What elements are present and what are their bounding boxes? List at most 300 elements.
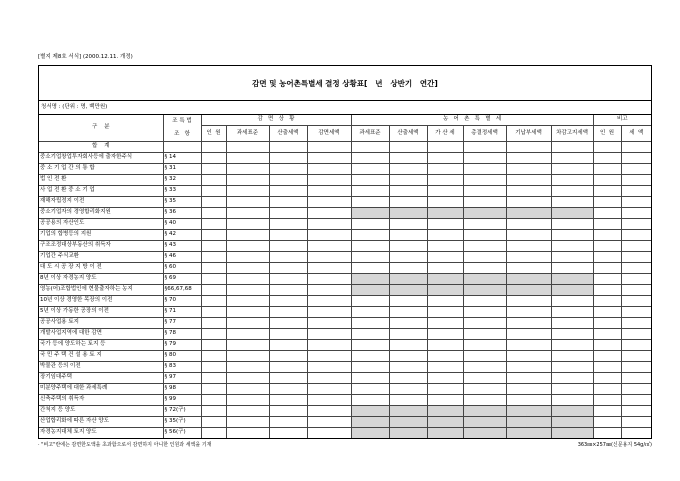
- cell-special-total-tax: [463, 207, 506, 218]
- cell-special-net-tax: [551, 262, 593, 273]
- cell-remarks-headcount: [593, 273, 621, 284]
- cell-special-total-tax: [463, 152, 506, 163]
- cell-special-net-tax: [551, 405, 593, 416]
- cell-special-penalty-tax: [427, 218, 463, 229]
- cell-special-tax-base: [351, 141, 389, 152]
- cell-remarks-tax: [621, 427, 651, 438]
- cell-special-prepaid-tax: [506, 405, 551, 416]
- cell-reduction-computed-tax: [269, 306, 307, 317]
- header-article-line1: 조 특 법: [172, 118, 192, 124]
- cell-reduction-tax-base: [226, 174, 269, 185]
- row-label: 영농(어)조합법인에 현물출자하는 농지: [39, 284, 163, 295]
- cell-special-prepaid-tax: [506, 196, 551, 207]
- cell-special-penalty-tax: [427, 416, 463, 427]
- row-article: § 97: [163, 372, 201, 383]
- cell-reduction-headcount: [201, 262, 226, 273]
- cell-special-tax-base: [351, 306, 389, 317]
- cell-reduction-amount: [307, 405, 351, 416]
- cell-special-prepaid-tax: [506, 218, 551, 229]
- cell-special-tax-base: [351, 416, 389, 427]
- cell-reduction-amount: [307, 361, 351, 372]
- cell-special-penalty-tax: [427, 383, 463, 394]
- row-label: 자경농지대체 토지 양도: [39, 427, 163, 438]
- cell-special-computed-tax: [389, 416, 427, 427]
- cell-special-penalty-tax: [427, 196, 463, 207]
- row-label: 중소기업자의 경영합리화지원: [39, 207, 163, 218]
- cell-remarks-headcount: [593, 284, 621, 295]
- row-article: § 79: [163, 339, 201, 350]
- cell-special-penalty-tax: [427, 394, 463, 405]
- cell-remarks-headcount: [593, 383, 621, 394]
- cell-special-tax-base: [351, 372, 389, 383]
- cell-special-total-tax: [463, 284, 506, 295]
- header-special-computed-tax: 산출세액: [389, 125, 427, 141]
- row-label: 10년 이상 경영한 목장의 이전: [39, 295, 163, 306]
- cell-reduction-tax-base: [226, 383, 269, 394]
- cell-special-computed-tax: [389, 240, 427, 251]
- cell-reduction-headcount: [201, 207, 226, 218]
- header-category: 구 분: [39, 115, 163, 141]
- cell-special-total-tax: [463, 218, 506, 229]
- cell-special-total-tax: [463, 273, 506, 284]
- table-row: [39, 273, 651, 284]
- cell-special-prepaid-tax: [506, 328, 551, 339]
- cell-remarks-tax: [621, 306, 651, 317]
- cell-remarks-headcount: [593, 141, 621, 152]
- cell-special-total-tax: [463, 185, 506, 196]
- cell-remarks-headcount: [593, 427, 621, 438]
- cell-special-penalty-tax: [427, 405, 463, 416]
- cell-special-prepaid-tax: [506, 427, 551, 438]
- cell-special-prepaid-tax: [506, 174, 551, 185]
- row-article: § 35(구): [163, 416, 201, 427]
- cell-special-penalty-tax: [427, 317, 463, 328]
- header-reduction-tax-base: 과세표준: [226, 125, 269, 141]
- cell-special-total-tax: [463, 295, 506, 306]
- row-article: § 60: [163, 262, 201, 273]
- row-article: § 70: [163, 295, 201, 306]
- table-row: [39, 372, 651, 383]
- cell-special-computed-tax: [389, 361, 427, 372]
- cell-special-computed-tax: [389, 273, 427, 284]
- cell-remarks-headcount: [593, 163, 621, 174]
- cell-special-tax-base: [351, 152, 389, 163]
- cell-special-prepaid-tax: [506, 394, 551, 405]
- cell-remarks-tax: [621, 152, 651, 163]
- cell-special-net-tax: [551, 229, 593, 240]
- cell-special-computed-tax: [389, 152, 427, 163]
- table-row: [39, 251, 651, 262]
- cell-special-computed-tax: [389, 317, 427, 328]
- cell-special-total-tax: [463, 372, 506, 383]
- row-label: 간척지 등 양도: [39, 405, 163, 416]
- cell-reduction-amount: [307, 141, 351, 152]
- cell-special-total-tax: [463, 405, 506, 416]
- cell-special-total-tax: [463, 383, 506, 394]
- cell-special-tax-base: [351, 185, 389, 196]
- cell-special-tax-base: [351, 163, 389, 174]
- cell-reduction-headcount: [201, 339, 226, 350]
- cell-reduction-amount: [307, 218, 351, 229]
- cell-reduction-tax-base: [226, 317, 269, 328]
- table-row: [39, 152, 651, 163]
- cell-remarks-tax: [621, 207, 651, 218]
- cell-special-net-tax: [551, 196, 593, 207]
- cell-special-penalty-tax: [427, 361, 463, 372]
- cell-remarks-headcount: [593, 372, 621, 383]
- row-article: § 56(구): [163, 427, 201, 438]
- cell-special-penalty-tax: [427, 152, 463, 163]
- cell-special-tax-base: [351, 218, 389, 229]
- cell-reduction-tax-base: [226, 218, 269, 229]
- table-row: [39, 163, 651, 174]
- row-label: 국 민 주 택 건 설 용 토 지: [39, 350, 163, 361]
- cell-special-prepaid-tax: [506, 372, 551, 383]
- cell-reduction-headcount: [201, 361, 226, 372]
- cell-special-prepaid-tax: [506, 251, 551, 262]
- cell-special-prepaid-tax: [506, 383, 551, 394]
- cell-reduction-headcount: [201, 251, 226, 262]
- cell-special-computed-tax: [389, 174, 427, 185]
- row-article: § 69: [163, 273, 201, 284]
- cell-reduction-headcount: [201, 163, 226, 174]
- cell-special-penalty-tax: [427, 163, 463, 174]
- header-special-tax-base: 과세표준: [351, 125, 389, 141]
- form-number: [별지 제8호 서식] (2000.12.11. 개정): [38, 54, 133, 60]
- total-row: [39, 141, 651, 152]
- cell-reduction-amount: [307, 339, 351, 350]
- cell-special-computed-tax: [389, 229, 427, 240]
- cell-special-prepaid-tax: [506, 240, 551, 251]
- row-label: 국가 등에 양도하는 토지 등: [39, 339, 163, 350]
- row-article: § 78: [163, 328, 201, 339]
- cell-special-computed-tax: [389, 372, 427, 383]
- header-special-total-tax: 총결정세액: [463, 125, 506, 141]
- cell-special-computed-tax: [389, 141, 427, 152]
- cell-reduction-computed-tax: [269, 185, 307, 196]
- cell-reduction-amount: [307, 383, 351, 394]
- cell-remarks-headcount: [593, 174, 621, 185]
- table-row: [39, 196, 651, 207]
- cell-special-net-tax: [551, 284, 593, 295]
- header-reduction-group: 감 면 상 황: [201, 115, 351, 125]
- cell-special-total-tax: [463, 262, 506, 273]
- cell-remarks-headcount: [593, 339, 621, 350]
- cell-special-computed-tax: [389, 251, 427, 262]
- cell-special-penalty-tax: [427, 251, 463, 262]
- table-row: [39, 427, 651, 438]
- cell-reduction-tax-base: [226, 394, 269, 405]
- cell-reduction-amount: [307, 394, 351, 405]
- cell-reduction-amount: [307, 306, 351, 317]
- row-label: 8년 이상 자경농지 양도: [39, 273, 163, 284]
- cell-reduction-tax-base: [226, 372, 269, 383]
- cell-remarks-headcount: [593, 185, 621, 196]
- cell-special-total-tax: [463, 416, 506, 427]
- header-remarks-headcount: 인 원: [593, 125, 621, 141]
- cell-special-computed-tax: [389, 405, 427, 416]
- cell-reduction-amount: [307, 328, 351, 339]
- cell-special-tax-base: [351, 240, 389, 251]
- cell-reduction-computed-tax: [269, 207, 307, 218]
- cell-reduction-tax-base: [226, 196, 269, 207]
- cell-special-prepaid-tax: [506, 284, 551, 295]
- cell-special-tax-base: [351, 328, 389, 339]
- table-row: [39, 174, 651, 185]
- cell-special-tax-base: [351, 405, 389, 416]
- cell-remarks-headcount: [593, 152, 621, 163]
- cell-remarks-tax: [621, 328, 651, 339]
- row-article: § 72(구): [163, 405, 201, 416]
- table-row: [39, 295, 651, 306]
- cell-reduction-amount: [307, 262, 351, 273]
- cell-remarks-headcount: [593, 196, 621, 207]
- cell-remarks-headcount: [593, 361, 621, 372]
- cell-special-penalty-tax: [427, 339, 463, 350]
- cell-remarks-headcount: [593, 262, 621, 273]
- cell-special-prepaid-tax: [506, 350, 551, 361]
- cell-special-penalty-tax: [427, 295, 463, 306]
- cell-reduction-tax-base: [226, 328, 269, 339]
- cell-reduction-amount: [307, 295, 351, 306]
- table-row: [39, 383, 651, 394]
- cell-reduction-headcount: [201, 196, 226, 207]
- cell-reduction-headcount: [201, 405, 226, 416]
- cell-special-computed-tax: [389, 163, 427, 174]
- cell-reduction-amount: [307, 350, 351, 361]
- cell-special-net-tax: [551, 163, 593, 174]
- row-article: §66,67,68: [163, 284, 201, 295]
- cell-reduction-tax-base: [226, 306, 269, 317]
- cell-reduction-computed-tax: [269, 416, 307, 427]
- cell-reduction-headcount: [201, 416, 226, 427]
- cell-special-total-tax: [463, 361, 506, 372]
- status-table: [39, 115, 651, 438]
- cell-remarks-headcount: [593, 218, 621, 229]
- row-article: § 14: [163, 152, 201, 163]
- header-reduction-headcount: 인 원: [201, 125, 226, 141]
- cell-special-prepaid-tax: [506, 152, 551, 163]
- cell-special-computed-tax: [389, 262, 427, 273]
- cell-reduction-tax-base: [226, 163, 269, 174]
- header-remarks-group: 비고: [593, 115, 651, 125]
- cell-special-net-tax: [551, 383, 593, 394]
- cell-reduction-headcount: [201, 229, 226, 240]
- cell-special-penalty-tax: [427, 427, 463, 438]
- form-title: 감면 및 농어촌특별세 결정 상황표[ 년 상반기 연간]: [39, 66, 651, 101]
- cell-reduction-tax-base: [226, 141, 269, 152]
- cell-special-net-tax: [551, 394, 593, 405]
- cell-reduction-headcount: [201, 284, 226, 295]
- cell-reduction-headcount: [201, 317, 226, 328]
- row-article: § 46: [163, 251, 201, 262]
- cell-special-computed-tax: [389, 218, 427, 229]
- cell-special-tax-base: [351, 229, 389, 240]
- cell-reduction-amount: [307, 284, 351, 295]
- cell-reduction-amount: [307, 163, 351, 174]
- cell-reduction-tax-base: [226, 229, 269, 240]
- row-label: 중소기업창업투자회사등에 출자한주식: [39, 152, 163, 163]
- row-article: § 83: [163, 361, 201, 372]
- cell-special-net-tax: [551, 306, 593, 317]
- cell-special-tax-base: [351, 273, 389, 284]
- cell-special-prepaid-tax: [506, 207, 551, 218]
- cell-reduction-tax-base: [226, 262, 269, 273]
- table-row: [39, 394, 651, 405]
- cell-reduction-tax-base: [226, 240, 269, 251]
- cell-special-prepaid-tax: [506, 262, 551, 273]
- table-row: [39, 350, 651, 361]
- cell-remarks-headcount: [593, 350, 621, 361]
- cell-reduction-headcount: [201, 372, 226, 383]
- table-row: [39, 361, 651, 372]
- cell-remarks-tax: [621, 339, 651, 350]
- cell-remarks-tax: [621, 372, 651, 383]
- cell-reduction-headcount: [201, 427, 226, 438]
- cell-remarks-headcount: [593, 317, 621, 328]
- cell-reduction-amount: [307, 273, 351, 284]
- cell-special-prepaid-tax: [506, 416, 551, 427]
- row-label: 기업의 합병등의 지원: [39, 229, 163, 240]
- cell-remarks-tax: [621, 174, 651, 185]
- table-row: [39, 284, 651, 295]
- cell-remarks-headcount: [593, 328, 621, 339]
- cell-reduction-amount: [307, 174, 351, 185]
- unit-line: 청서명 : (단위 : 명, 백만원): [39, 101, 651, 115]
- cell-reduction-amount: [307, 229, 351, 240]
- cell-special-computed-tax: [389, 339, 427, 350]
- cell-special-prepaid-tax: [506, 141, 551, 152]
- cell-special-net-tax: [551, 361, 593, 372]
- row-label: 장기임대주택: [39, 372, 163, 383]
- row-label: 법 인 전 환: [39, 174, 163, 185]
- table-row: [39, 339, 651, 350]
- cell-special-computed-tax: [389, 328, 427, 339]
- row-label: 개발사업지역에 대한 감면: [39, 328, 163, 339]
- cell-special-penalty-tax: [427, 141, 463, 152]
- row-article: § 35: [163, 196, 201, 207]
- form-frame: [38, 65, 652, 439]
- table-row: [39, 416, 651, 427]
- cell-remarks-headcount: [593, 416, 621, 427]
- cell-special-penalty-tax: [427, 240, 463, 251]
- cell-special-tax-base: [351, 207, 389, 218]
- cell-remarks-tax: [621, 196, 651, 207]
- cell-reduction-tax-base: [226, 152, 269, 163]
- cell-special-total-tax: [463, 350, 506, 361]
- cell-special-penalty-tax: [427, 229, 463, 240]
- cell-special-total-tax: [463, 306, 506, 317]
- row-article: § 40: [163, 218, 201, 229]
- cell-special-net-tax: [551, 240, 593, 251]
- cell-special-net-tax: [551, 273, 593, 284]
- header-special-net-tax: 차감고지세액: [551, 125, 593, 141]
- cell-remarks-tax: [621, 317, 651, 328]
- cell-reduction-computed-tax: [269, 295, 307, 306]
- total-label: 합 계: [39, 141, 163, 152]
- cell-special-total-tax: [463, 174, 506, 185]
- cell-special-computed-tax: [389, 196, 427, 207]
- cell-special-tax-base: [351, 383, 389, 394]
- cell-reduction-computed-tax: [269, 262, 307, 273]
- cell-special-total-tax: [463, 251, 506, 262]
- cell-remarks-tax: [621, 295, 651, 306]
- cell-special-computed-tax: [389, 306, 427, 317]
- cell-reduction-tax-base: [226, 207, 269, 218]
- cell-special-total-tax: [463, 196, 506, 207]
- cell-special-computed-tax: [389, 295, 427, 306]
- table-row: [39, 262, 651, 273]
- cell-reduction-computed-tax: [269, 163, 307, 174]
- table-row: [39, 405, 651, 416]
- row-article: § 42: [163, 229, 201, 240]
- cell-reduction-computed-tax: [269, 196, 307, 207]
- cell-remarks-tax: [621, 229, 651, 240]
- cell-remarks-headcount: [593, 251, 621, 262]
- cell-reduction-amount: [307, 152, 351, 163]
- row-label: 재해자립정지 이전: [39, 196, 163, 207]
- cell-remarks-headcount: [593, 229, 621, 240]
- cell-special-net-tax: [551, 141, 593, 152]
- table-row: [39, 240, 651, 251]
- cell-special-penalty-tax: [427, 262, 463, 273]
- cell-remarks-headcount: [593, 405, 621, 416]
- row-label: 박물관 등의 이전: [39, 361, 163, 372]
- cell-reduction-tax-base: [226, 185, 269, 196]
- cell-reduction-tax-base: [226, 284, 269, 295]
- cell-special-computed-tax: [389, 350, 427, 361]
- paper-size: 363㎜×257㎜(신문용지 54g/㎡): [577, 442, 652, 448]
- cell-remarks-headcount: [593, 207, 621, 218]
- cell-reduction-computed-tax: [269, 273, 307, 284]
- cell-reduction-headcount: [201, 273, 226, 284]
- header-special-tax-group: 농 어 촌 특 별 세: [351, 115, 593, 125]
- cell-remarks-tax: [621, 394, 651, 405]
- cell-remarks-tax: [621, 361, 651, 372]
- cell-remarks-tax: [621, 251, 651, 262]
- cell-special-penalty-tax: [427, 207, 463, 218]
- cell-remarks-tax: [621, 350, 651, 361]
- cell-special-prepaid-tax: [506, 306, 551, 317]
- cell-special-prepaid-tax: [506, 361, 551, 372]
- cell-special-total-tax: [463, 317, 506, 328]
- cell-special-penalty-tax: [427, 185, 463, 196]
- table-row: [39, 328, 651, 339]
- cell-special-penalty-tax: [427, 284, 463, 295]
- cell-special-total-tax: [463, 240, 506, 251]
- cell-reduction-amount: [307, 372, 351, 383]
- footnote: · "비고"란에는 감면한도액을 초과함으로서 감면하지 아니한 인원과 세액을 기재: [38, 442, 212, 448]
- table-row: [39, 185, 651, 196]
- cell-special-net-tax: [551, 317, 593, 328]
- cell-special-tax-base: [351, 394, 389, 405]
- cell-remarks-headcount: [593, 240, 621, 251]
- cell-special-total-tax: [463, 229, 506, 240]
- cell-reduction-tax-base: [226, 339, 269, 350]
- cell-special-computed-tax: [389, 284, 427, 295]
- cell-special-net-tax: [551, 218, 593, 229]
- cell-reduction-headcount: [201, 240, 226, 251]
- cell-special-tax-base: [351, 427, 389, 438]
- cell-special-penalty-tax: [427, 273, 463, 284]
- cell-special-penalty-tax: [427, 372, 463, 383]
- cell-reduction-computed-tax: [269, 394, 307, 405]
- cell-reduction-computed-tax: [269, 240, 307, 251]
- row-article: § 77: [163, 317, 201, 328]
- row-label: 미분양주택에 대한 과세특례: [39, 383, 163, 394]
- cell-special-prepaid-tax: [506, 229, 551, 240]
- cell-reduction-computed-tax: [269, 141, 307, 152]
